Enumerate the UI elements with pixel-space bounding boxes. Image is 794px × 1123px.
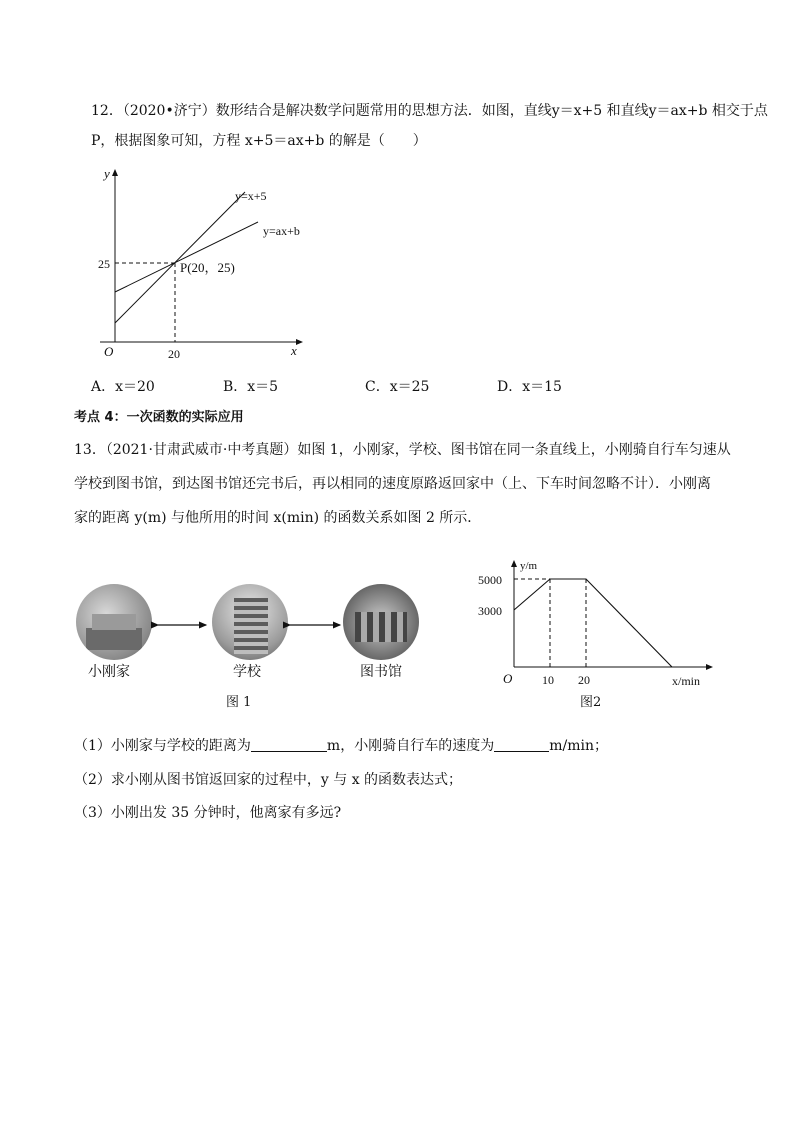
q12-option-c: C．x＝25 [365, 379, 430, 395]
q12-option-a: A．x＝20 [91, 379, 155, 395]
q13-stem-line1: 13．（2021·甘肃武威市·中考真题）如图 1，小刚家，学校、图书馆在同一条直线上，小刚骑自行车匀速从 [74, 442, 731, 458]
q12-origin-label: O [104, 344, 114, 359]
q13-graph [470, 555, 720, 695]
q13-stem-line2: 学校到图书馆，到达图书馆还完书后，再以相同的速度原路返回家中（上、下车时间忽略不计）．小刚离 [74, 476, 711, 492]
q13-y-label: y/m [520, 560, 538, 572]
q12-line2-label: y=ax+b [263, 224, 300, 238]
library-photo [343, 584, 419, 660]
q12-graph [80, 160, 320, 365]
q13-tick-x-10: 10 [542, 673, 554, 687]
q13-x-label: x/min [672, 674, 701, 688]
answer-blank-speed[interactable] [494, 737, 549, 752]
fig1-caption: 图 1 [226, 695, 252, 710]
fig1-label-home: 小刚家 [88, 664, 130, 680]
q12-tick-x-20: 20 [168, 347, 180, 361]
q13-stem-line3: 家的距离 y(m) 与他所用的时间 x(min) 的函数关系如图 2 所示． [74, 510, 482, 526]
q13-tick-y-3000: 3000 [478, 604, 502, 618]
answer-blank-distance[interactable] [251, 737, 327, 752]
q12-option-d: D．x＝15 [497, 379, 562, 395]
fig1-label-library: 图书馆 [360, 664, 402, 680]
home-photo [76, 584, 152, 660]
q13-sub1-part-c: m/min； [549, 738, 608, 754]
q12-line-ax-plus-b [115, 222, 258, 292]
q12-point-label: P(20，25) [180, 260, 235, 275]
q13-tick-x-20: 20 [578, 673, 590, 687]
q13-tick-y-5000: 5000 [478, 573, 502, 587]
fig2-caption: 图2 [580, 695, 602, 710]
q13-distance-line [514, 579, 672, 667]
q13-origin-label: O [503, 671, 513, 686]
q13-sub1-part-b: m，小刚骑自行车的速度为 [326, 738, 495, 754]
q12-stem-line1: 12．（2020•济宁）数形结合是解决数学问题常用的思想方法．如图，直线y＝x+5 和直线y＝ax+b 相交于点 [91, 103, 768, 119]
section-heading: 考点 4：一次函数的实际应用 [74, 410, 244, 425]
q12-line-x-plus-5 [115, 192, 245, 323]
q12-line1-label: y=x+5 [235, 189, 267, 203]
q12-y-label: y [104, 166, 110, 181]
q13-sub1 [74, 736, 608, 756]
fig1-arrows [150, 615, 350, 635]
q12-option-b: B．x＝5 [223, 379, 279, 395]
q13-sub1-part-a: （1）小刚家与学校的距离为 [74, 738, 251, 754]
q13-sub2: （2）求小刚从图书馆返回家的过程中，y 与 x 的函数表达式； [74, 772, 463, 788]
fig1-label-school: 学校 [233, 664, 261, 680]
q12-tick-y-25: 25 [98, 257, 110, 271]
q12-x-label: x [291, 343, 297, 358]
q13-sub3: （3）小刚出发 35 分钟时，他离家有多远? [74, 805, 342, 821]
q12-stem-line2: P，根据图象可知，方程 x+5＝ax+b 的解是（ ） [91, 133, 427, 149]
